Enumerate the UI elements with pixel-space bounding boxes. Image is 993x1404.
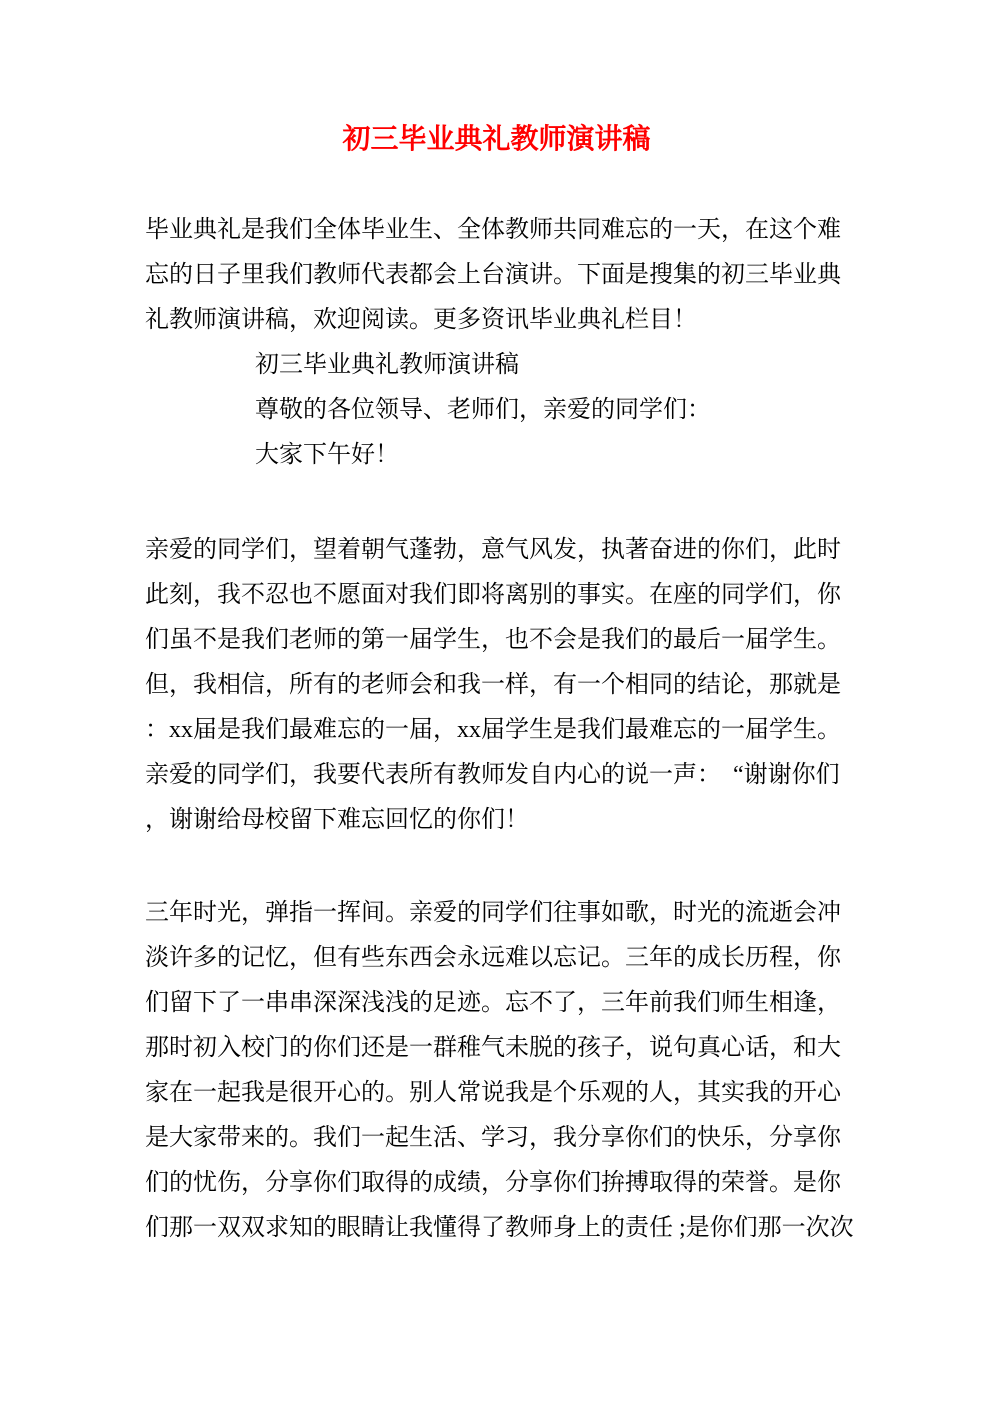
- text-line: 毕业典礼是我们全体毕业生、全体教师共同难忘的一天，在这个难: [145, 217, 841, 243]
- text-line: 们虽不是我们老师的第一届学生，也不会是我们的最后一届学生。: [145, 627, 841, 653]
- text-line: ，谢谢给母校留下难忘回忆的你们！: [145, 807, 529, 833]
- text-line: 三年时光，弹指一挥间。亲爱的同学们往事如歌，时光的流逝会冲: [145, 900, 841, 926]
- text-line: 们的忧伤，分享你们取得的成绩，分享你们拚搏取得的荣誉。是你: [145, 1170, 841, 1196]
- paragraph-intro: [145, 208, 851, 343]
- paragraph-body-1: [145, 528, 851, 843]
- text-line: 淡许多的记忆，但有些东西会永远难以忘记。三年的成长历程，你: [145, 945, 841, 971]
- text-line: 们那一双双求知的眼睛让我懂得了教师身上的责任 ;是你们那一次次: [145, 1215, 854, 1241]
- text-line: 大家下午好！: [255, 442, 399, 468]
- text-line: 初三毕业典礼教师演讲稿: [255, 352, 519, 378]
- paragraph-salutation: [145, 343, 851, 478]
- document-title: 初三毕业典礼教师演讲稿: [342, 124, 651, 155]
- text-line: 家在一起我是很开心的。别人常说我是个乐观的人，其实我的开心: [145, 1080, 841, 1106]
- text-line: 但，我相信，所有的老师会和我一样，有一个相同的结论，那就是: [145, 672, 841, 698]
- document-body: [145, 208, 854, 1251]
- text-line: 亲爱的同学们，望着朝气蓬勃，意气风发，执著奋进的你们，此时: [145, 537, 841, 563]
- text-line: 忘的日子里我们教师代表都会上台演讲。下面是搜集的初三毕业典: [145, 262, 841, 288]
- text-line: 那时初入校门的你们还是一群稚气未脱的孩子，说句真心话，和大: [145, 1035, 841, 1061]
- text-line: 们留下了一串串深深浅浅的足迹。忘不了，三年前我们师生相逢，: [145, 990, 841, 1016]
- text-line: 此刻，我不忍也不愿面对我们即将离别的事实。在座的同学们，你: [145, 582, 841, 608]
- text-line: 礼教师演讲稿，欢迎阅读。更多资讯毕业典礼栏目！: [145, 307, 697, 333]
- text-line: ：xx届是我们最难忘的一届，xx届学生是我们最难忘的一届学生。: [145, 717, 841, 743]
- text-line: 尊敬的各位领导、老师们，亲爱的同学们：: [255, 397, 711, 423]
- text-line: 是大家带来的。我们一起生活、学习，我分享你们的快乐，分享你: [145, 1125, 841, 1151]
- text-line: 亲爱的同学们，我要代表所有教师发自内心的说一声： “谢谢你们: [145, 762, 840, 788]
- paragraph-body-2: [145, 891, 854, 1251]
